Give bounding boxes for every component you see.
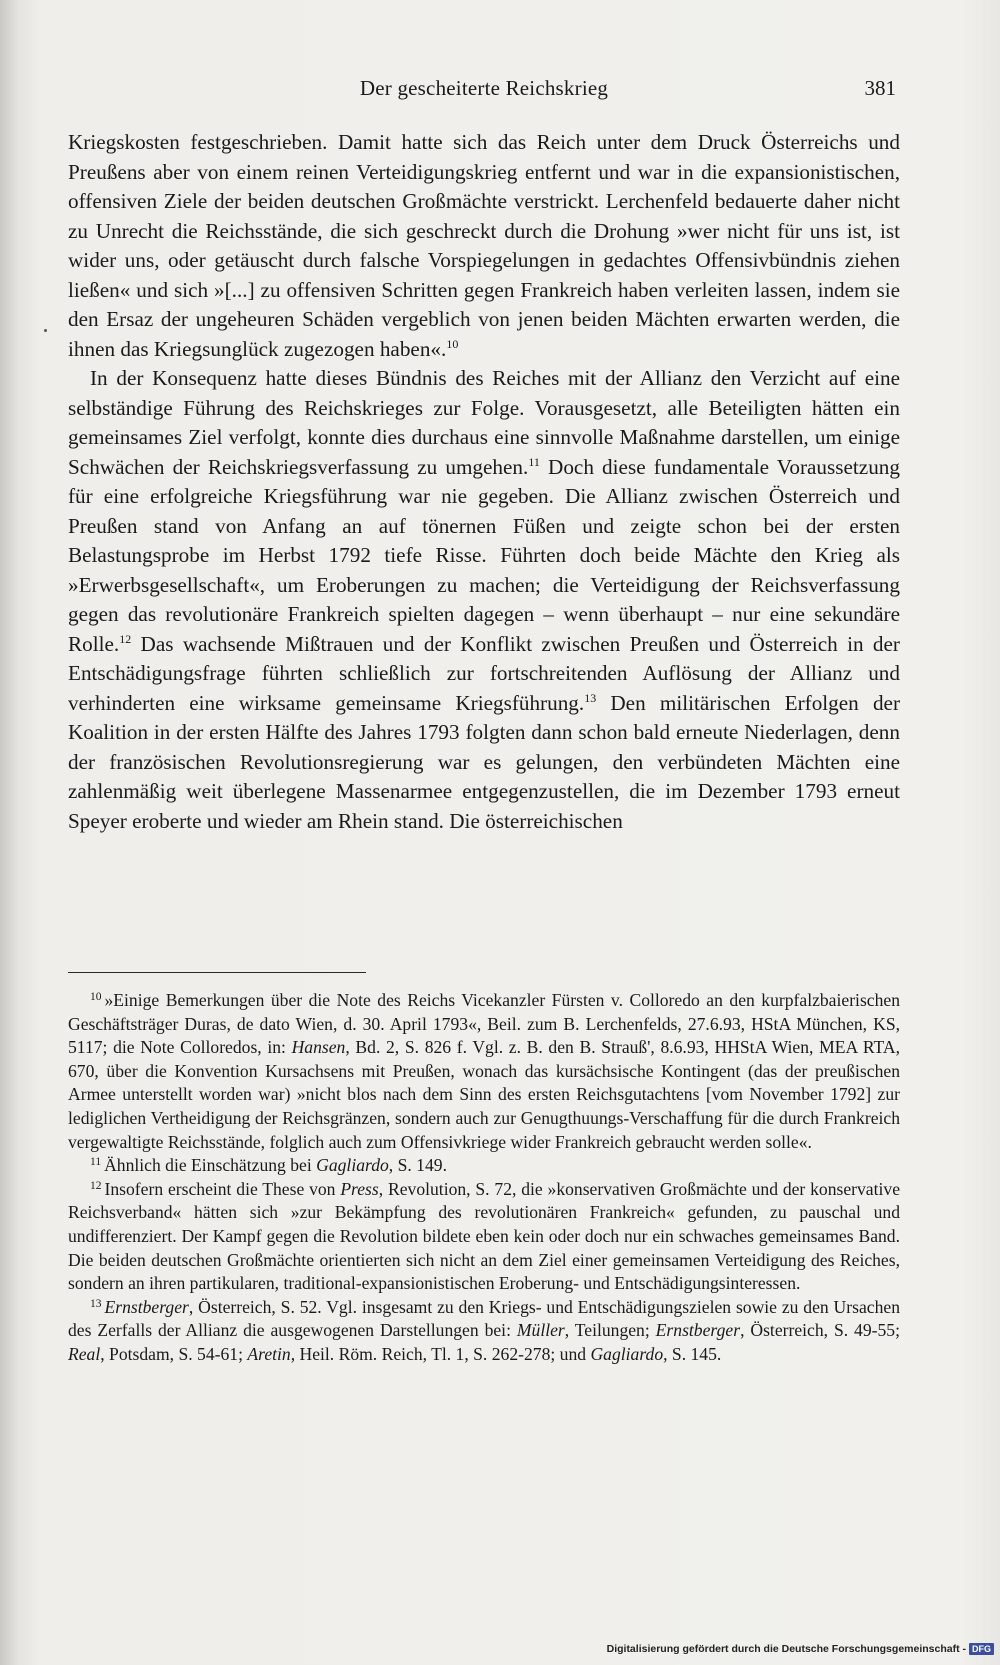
footnote-number: 10 <box>90 991 102 1003</box>
author-name: Ernstberger <box>104 1296 189 1317</box>
footnote-text: , S. 149. <box>388 1155 447 1176</box>
footnote-ref-13: 13 <box>584 690 597 705</box>
footnote-text: , Potsdam, S. 54-61; <box>100 1343 248 1364</box>
footnote-10 <box>68 989 900 1154</box>
footnote-number: 11 <box>90 1156 102 1169</box>
paragraph-2-text-b: Doch diese fundamentale Voraussetzung für eine erfolgreiche Kriegsführung war nie gegeben. Die Allianz zwischen Österreich und Preußen stand von Anfang an auf tönernen Füßen und zeigte schon bei der ersten Belastungsprobe im Herbst 1792 tiefe Risse. Führten doch beide Mächte den Krieg als »Erwerbsgesellschaft«, um Eroberungen zu machen; die Verteidigung der Reichsverfassung gegen das revolutionäre Frankreich spielten dagegen – wenn überhaupt – nur eine sekundäre Rolle. <box>68 454 900 656</box>
footnote-12 <box>68 1178 900 1296</box>
footnote-text: , Österreich, S. 49-55; <box>740 1320 900 1341</box>
main-text <box>68 128 900 836</box>
footnote-text: , Teilungen; <box>564 1320 656 1341</box>
footnote-divider <box>68 972 366 973</box>
footnote-text: , S. 145. <box>663 1343 722 1364</box>
footnote-11 <box>68 1154 900 1178</box>
footnote-text: »Einige Bemerkungen über die Note des Reichs Vicekanzler Fürsten v. Colloredo an den kurpfalzbaierischen Geschäftsträger Duras, de dato Wien, d. 30. April 1793«, Beil. zum B. Lerchenfelds, 27.6.93, HStA München, KS, 5117; die Note Colloredos, in: <box>68 990 900 1058</box>
author-name: Gagliardo <box>316 1155 389 1176</box>
credit-text: Digitalisierung gefördert durch die Deutsche Forschungsgemeinschaft - <box>606 1643 966 1655</box>
digitization-credit <box>607 1641 994 1657</box>
author-name: Ernstberger <box>655 1320 741 1341</box>
author-name: Gagliardo <box>590 1343 664 1364</box>
paragraph-2-text-d: Den militärischen Erfolgen der Koalition in der ersten Hälfte des Jahres 1793 folgten dann schon bald erneute Niederlagen, denn der französischen Revolutionsregierung war es gelungen, den verbündeten Mächten eine zahlenmäßig weit überlegene Massenarmee entgegenzustellen, die im Dezember 1793 erneut Speyer eroberte und wieder am Rhein stand. Die österreichischen <box>68 690 901 833</box>
author-name: Hansen <box>291 1037 346 1058</box>
footnotes <box>68 989 900 1367</box>
author-name: Press <box>340 1178 379 1199</box>
footnote-text: , Heil. Röm. Reich, Tl. 1, S. 262-278; und <box>290 1343 591 1364</box>
dfg-logo: DFG <box>969 1643 994 1655</box>
paragraph-2-text-a: In der Konsequenz hatte dieses Bündnis des Reiches mit der Allianz den Verzicht auf eine selbständige Führung des Reichskrieges zur Folge. Vorausgesetzt, alle Beteiligten hätten ein gemeinsames Ziel verfolgt, konnte dies durchaus eine sinnvolle Maßnahme darstellen, um einige Schwächen der Reichskriegsverfassung zu umgehen. <box>68 366 900 479</box>
author-name: Real <box>68 1343 101 1364</box>
footnote-ref-11: 11 <box>528 454 540 469</box>
footnote-text: , Bd. 2, S. 826 f. Vgl. z. B. den B. Strauß', 8.6.93, HHStA Wien, MEA RTA, 670, über die Konvention Kursachsens mit Preußen, wonach das kursächsische Kontingent (das der preußischen Armee unterstellt worden war) »nicht blos nach dem Sinn des ersten Reichsgutachtens [vom November 1792] zur lediglichen Vertheidigung der Reichsgränzen, sondern auch zur Genugthuungs-Verschaffung für die durch Frankreich vergewaltigte Reichsstände, folglich auch zum Offensivkriege wider Frankreich gebraucht werden solle«. <box>68 1037 900 1152</box>
paragraph-2-text-c: Das wachsende Mißtrauen und der Konflikt zwischen Preußen und Österreich in der Entschädigungsfrage führten schließlich zur fortschreitenden Auflösung der Allianz und verhinderten eine wirksame gemeinsame Kriegsführung. <box>68 631 900 715</box>
author-name: Müller <box>516 1320 565 1341</box>
page-number: 381 <box>864 76 896 100</box>
paragraph-1 <box>68 128 900 364</box>
footnote-text: , Österreich, S. 52. Vgl. insgesamt zu den Kriegs- und Entschädigungszielen sowie zu den Ursachen des Zerfalls der Allianz die ausgewogenen Darstellungen bei: <box>68 1296 900 1341</box>
page-header <box>68 72 900 104</box>
running-head: Der gescheiterte Reichskrieg <box>359 76 609 100</box>
author-name: Aretin <box>247 1343 291 1364</box>
footnote-ref-12: 12 <box>119 631 132 646</box>
footnote-text: Ähnlich die Einschätzung bei <box>104 1155 317 1176</box>
footnote-number: 12 <box>90 1179 102 1192</box>
paragraph-1-text: Kriegskosten festgeschrieben. Damit hatte sich das Reich unter dem Druck Österreichs und Preußens aber von einem reinen Verteidigungskrieg entfernt und war in die expansionistischen, offensiven Ziele der beiden deutschen Großmächte verstrickt. Lerchenfeld bedauerte daher nicht zu Unrecht die Reichsstände, die sich geschreckt durch die Drohung »wer nicht für uns ist, ist wider uns, oder getäuscht durch falsche Vorspiegelungen in gedachtes Offensivbündnis ziehen ließen« und sich »[...] zu offensiven Schritten gegen Frankreich haben verleiten lassen, indem sie den Ersaz der ungeheuren Schäden vergeblich von jenen beiden Mächten erwarten werden, die ihnen das Kriegsunglück zugezogen haben«. <box>68 130 900 361</box>
footnote-text: , Revolution, S. 72, die »konservativen Großmächte und der konservative Reichsverband« hätten sich »zur Bekämpfung des revolutionären Frankreich« gefunden, zu pauschal und undifferenziert. Der Kampf gegen die Revolution bildete eben kein oder doch nur ein schwaches gemeinsames Band. Die beiden deutschen Großmächte orientierten sich nicht an dem Ziel einer gemeinsamen Verteidigung des Reiches, sondern an ihren partikularen, traditional-expansionistischen Eroberung- und Entschädigungsinteressen. <box>68 1178 900 1294</box>
footnote-number: 13 <box>90 1297 102 1310</box>
footnote-ref-10: 10 <box>446 336 459 351</box>
paragraph-2 <box>68 364 900 836</box>
footnote-13 <box>68 1296 900 1367</box>
margin-speck <box>44 329 47 332</box>
footnote-text: Insofern erscheint die These von <box>104 1178 341 1199</box>
